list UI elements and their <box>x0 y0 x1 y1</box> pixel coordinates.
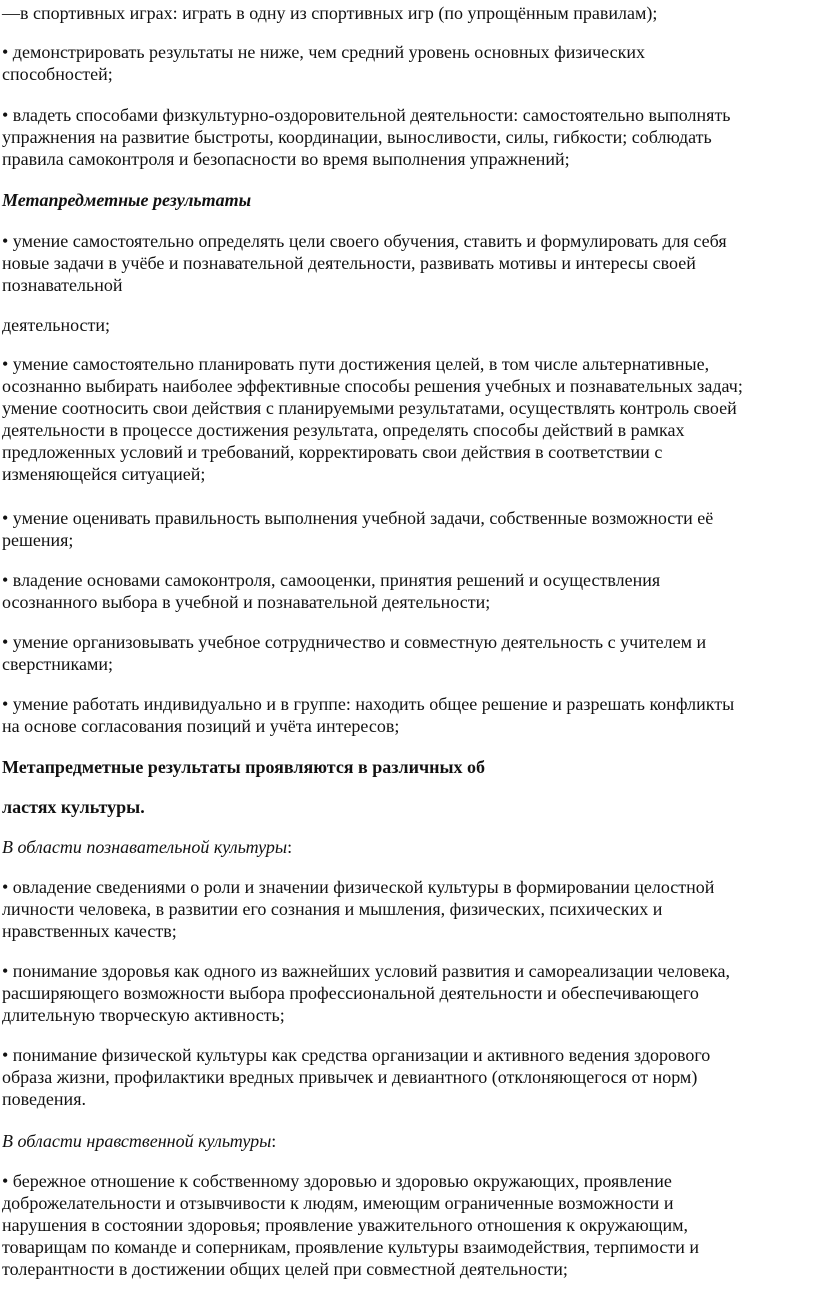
text-line: • понимание здоровья как одного из важнейших условий развития и самореализации человека, <box>2 961 731 981</box>
text-line: • владение основами самоконтроля, самооценки, принятия решений и осуществления <box>2 570 661 590</box>
subheading-moral-culture <box>2 1130 812 1152</box>
text-line: • умение организовывать учебное сотрудничество и совместную деятельность с учителем и <box>2 632 707 652</box>
text-line: деятельности; <box>2 315 111 335</box>
text-line: правила самоконтроля и безопасности во время выполнения упражнений; <box>2 149 570 169</box>
paragraph-fitness-activity <box>2 104 812 170</box>
text-line: • понимание физической культуры как средства организации и активного ведения здорового <box>2 1045 711 1065</box>
subheading-colon: : <box>271 1131 277 1151</box>
paragraph-health-understanding <box>2 960 812 1026</box>
text-line: • умение оценивать правильность выполнения учебной задачи, собственные возможности её <box>2 508 714 528</box>
text-line: способностей; <box>2 64 113 84</box>
heading-text: ластях культуры. <box>2 797 145 817</box>
text-line: упражнения на развитие быстроты, координации, выносливости, силы, гибкости; соблюдать <box>2 127 712 147</box>
text-line: товарищам по команде и соперникам, проявление культуры взаимодействия, терпимости и <box>2 1237 699 1257</box>
text-line: сверстниками; <box>2 654 113 674</box>
text-line: осознанного выбора в учебной и познавательной деятельности; <box>2 592 491 612</box>
text-line: • владеть способами физкультурно-оздоровительной деятельности: самостоятельно выполнять <box>2 105 731 125</box>
paragraph-physical-abilities <box>2 41 812 85</box>
text-line: личности человека, в развитии его сознания и мышления, физических, психических и <box>2 899 663 919</box>
heading-text: Метапредметные результаты проявляются в различных об <box>2 757 486 777</box>
text-line: поведения. <box>2 1089 86 1109</box>
text-line: нарушения в состоянии здоровья; проявление уважительного отношения к окружающим, <box>2 1215 689 1235</box>
paragraph-healthy-lifestyle <box>2 1044 812 1110</box>
text-line: • умение самостоятельно определять цели своего обучения, ставить и формулировать для себя <box>2 231 727 251</box>
text-line: толерантности в достижении общих целей при совместной деятельности; <box>2 1259 568 1279</box>
text-line: • умение самостоятельно планировать пути достижения целей, в том числе альтернативные, <box>2 354 710 374</box>
text-line: изменяющейся ситуацией; <box>2 464 206 484</box>
heading-results-areas <box>2 756 812 778</box>
paragraph-cooperation <box>2 631 812 675</box>
heading-text: Метапредметные результаты <box>2 190 252 210</box>
text-line: образа жизни, профилактики вредных привычек и девиантного (отклоняющегося от норм) <box>2 1067 698 1087</box>
text-line: осознанно выбирать наиболее эффективные способы решения учебных и познавательных задач; <box>2 376 743 396</box>
paragraph-activity-word <box>2 314 812 336</box>
subheading-text: В области нравственной культуры <box>2 1131 272 1151</box>
paragraph-goal-setting <box>2 230 812 296</box>
heading-results-areas-cont <box>2 796 812 818</box>
text-line: —в спортивных играх: играть в одну из спортивных игр (по упрощённым правилам); <box>2 3 658 23</box>
paragraph-knowledge-role <box>2 876 812 942</box>
paragraph-care-for-health <box>2 1170 812 1280</box>
paragraph-task-assessment <box>2 507 812 551</box>
text-line: • демонстрировать результаты не ниже, чем средний уровень основных физических <box>2 42 645 62</box>
subheading-colon: : <box>287 837 293 857</box>
text-line: • умение работать индивидуально и в группе: находить общее решение и разрешать конфликты <box>2 694 735 714</box>
text-line: решения; <box>2 530 74 550</box>
text-line: • овладение сведениями о роли и значении физической культуры в формировании целостной <box>2 877 715 897</box>
paragraph-self-control <box>2 569 812 613</box>
text-line: • бережное отношение к собственному здоровью и здоровью окружающих, проявление <box>2 1171 672 1191</box>
text-line: новые задачи в учёбе и познавательной деятельности, развивать мотивы и интересы своей <box>2 253 696 273</box>
subheading-cognitive-culture <box>2 836 812 858</box>
text-line: познавательной <box>2 275 123 295</box>
subheading-text: В области познавательной культуры <box>2 837 288 857</box>
text-line: расширяющего возможности выбора профессиональной деятельности и обеспечивающего <box>2 983 699 1003</box>
text-line: на основе согласования позиций и учёта интересов; <box>2 716 400 736</box>
text-line: предложенных условий и требований, корректировать свои действия в соответствии с <box>2 442 663 462</box>
text-line: доброжелательности и отзывчивости к людям, имеющим ограниченные возможности и <box>2 1193 674 1213</box>
paragraph-sports-games <box>2 2 812 24</box>
text-line: умение соотносить свои действия с планируемыми результатами, осуществлять контроль своей <box>2 398 737 418</box>
heading-metasubject-results <box>2 189 812 211</box>
paragraph-planning <box>2 353 812 485</box>
paragraph-teamwork <box>2 693 812 737</box>
text-line: длительную творческую активность; <box>2 1005 285 1025</box>
text-line: нравственных качеств; <box>2 921 177 941</box>
text-line: деятельности в процессе достижения результата, определять способы действий в рамках <box>2 420 685 440</box>
